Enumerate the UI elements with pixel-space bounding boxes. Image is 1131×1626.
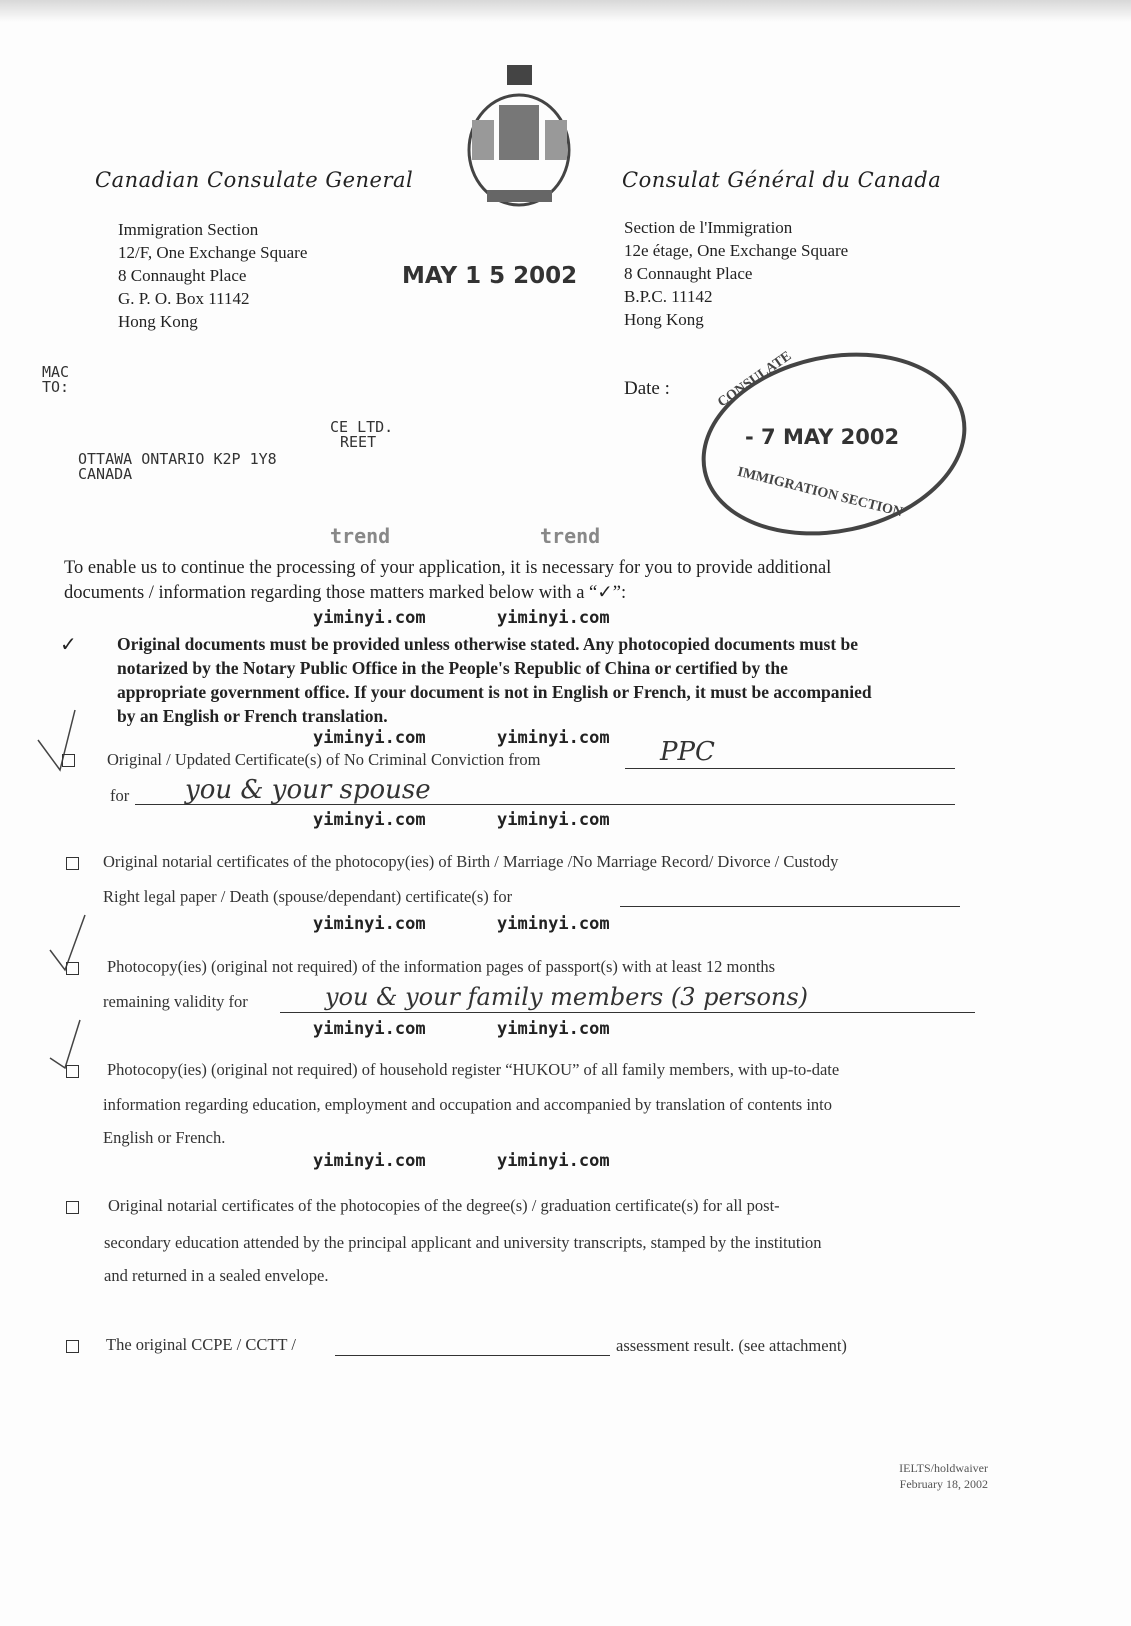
watermark: yiminyi.com xyxy=(313,1019,426,1039)
watermark: yiminyi.com xyxy=(313,608,426,628)
notice-line: notarized by the Notary Public Office in the People's Republic of China or certified by the xyxy=(117,658,788,678)
watermark: yiminyi.com xyxy=(313,914,426,934)
watermark: yiminyi.com xyxy=(497,1151,610,1171)
address-line: Hong Kong xyxy=(118,312,198,331)
notice-line: Original documents must be provided unless otherwise stated. Any photocopied documents must be xyxy=(117,634,859,654)
watermark: yiminyi.com xyxy=(497,914,610,934)
footer-date: February 18, 2002 xyxy=(899,1477,988,1491)
handwritten-entry: you & your family members (3 persons) xyxy=(325,983,809,1011)
notice-line: appropriate government office. If your document is not in English or French, it must be accompanied xyxy=(117,682,872,702)
item-text: Photocopy(ies) (original not required) of the information pages of passport(s) with at least 12 months xyxy=(107,957,776,976)
checkbox-degree[interactable] xyxy=(66,1201,79,1214)
intro-line: documents / information regarding those matters marked below with a “✓”: xyxy=(64,583,627,603)
handwritten-entry: you & your spouse xyxy=(185,775,431,805)
intro-text xyxy=(64,556,831,606)
address-fr xyxy=(624,216,848,331)
item-text: for xyxy=(110,786,130,805)
address-line: 8 Connaught Place xyxy=(118,266,247,285)
received-date-stamp: MAY 1 5 2002 xyxy=(402,263,578,289)
check-mark-icon: ✓ xyxy=(60,634,77,656)
checkbox-ccpe[interactable] xyxy=(66,1340,79,1353)
checkbox-hukou[interactable] xyxy=(66,1065,79,1078)
address-line: Hong Kong xyxy=(624,310,704,329)
item-text: and returned in a sealed envelope. xyxy=(104,1266,329,1285)
address-en xyxy=(118,218,307,333)
watermark-brand: trend xyxy=(540,524,601,548)
stamp-top-text: CONSULATE xyxy=(715,348,795,411)
watermark: yiminyi.com xyxy=(313,1151,426,1171)
checkbox-criminal-certificate[interactable] xyxy=(62,754,75,767)
address-line: G. P. O. Box 11142 xyxy=(118,289,250,308)
item-text: Original notarial certificates of the photocopies of the degree(s) / graduation certificate(s) for all post- xyxy=(108,1196,780,1215)
stamp-bottom-text: IMMIGRATION SECTION xyxy=(735,464,905,521)
scan-shadow xyxy=(0,0,1131,22)
watermark: yiminyi.com xyxy=(497,810,610,830)
item-text: Right legal paper / Death (spouse/dependant) certificate(s) for xyxy=(103,887,513,906)
item-text: assessment result. (see attachment) xyxy=(616,1336,847,1355)
watermark: yiminyi.com xyxy=(497,608,610,628)
item-text: English or French. xyxy=(103,1128,226,1147)
footer-reference xyxy=(850,1460,988,1492)
watermark: yiminyi.com xyxy=(497,728,610,748)
item-text: Original notarial certificates of the photocopy(ies) of Birth / Marriage /No Marriage Record/ Divorce / Custody xyxy=(103,852,839,871)
consulate-title-en: Canadian Consulate General xyxy=(95,168,414,192)
date-label: Date : xyxy=(624,378,670,399)
stamp-date: - 7 MAY 2002 xyxy=(745,425,900,449)
footer-ref: IELTS/holdwaiver xyxy=(899,1461,988,1475)
address-line: Section de l'Immigration xyxy=(624,218,793,237)
item-text: remaining validity for xyxy=(103,992,248,1011)
notice-text xyxy=(117,632,872,728)
address-line: Immigration Section xyxy=(118,220,259,239)
item-text: secondary education attended by the principal applicant and university transcripts, stamped by the institution xyxy=(104,1233,822,1252)
address-line: 12e étage, One Exchange Square xyxy=(624,241,849,260)
recipient-prefix xyxy=(42,365,69,395)
coat-of-arms-icon xyxy=(462,65,577,210)
watermark: yiminyi.com xyxy=(313,810,426,830)
item-text: Original / Updated Certificate(s) of No Criminal Conviction from xyxy=(107,750,541,769)
consulate-title-fr: Consulat Général du Canada xyxy=(622,168,942,192)
address-line: 12/F, One Exchange Square xyxy=(118,243,308,262)
intro-line: To enable us to continue the processing of your application, it is necessary for you to provide additional xyxy=(64,558,832,578)
recipient-line: TO: xyxy=(42,378,70,396)
recipient-city: OTTAWA ONTARIO K2P 1Y8 xyxy=(78,450,277,468)
watermark: yiminyi.com xyxy=(497,1019,610,1039)
checkbox-passport[interactable] xyxy=(66,962,79,975)
recipient-line: MAC xyxy=(42,363,70,381)
address-line: B.P.C. 11142 xyxy=(624,287,713,306)
recipient-street: REET xyxy=(340,433,377,451)
address-line: 8 Connaught Place xyxy=(624,264,753,283)
recipient-country: CANADA xyxy=(78,465,133,483)
notice-line: by an English or French translation. xyxy=(117,706,388,726)
item-text: The original CCPE / CCTT / xyxy=(106,1335,296,1354)
item-text: information regarding education, employment and occupation and accompanied by translation of contents into xyxy=(103,1095,832,1114)
watermark-brand: trend xyxy=(330,524,391,548)
watermark: yiminyi.com xyxy=(313,728,426,748)
recipient-company: CE LTD. xyxy=(330,418,394,436)
handwritten-entry: PPC xyxy=(660,737,715,767)
item-text: Photocopy(ies) (original not required) of household register “HUKOU” of all family members, with up-to-date xyxy=(107,1060,840,1079)
checkbox-notarial-certificates[interactable] xyxy=(66,857,79,870)
